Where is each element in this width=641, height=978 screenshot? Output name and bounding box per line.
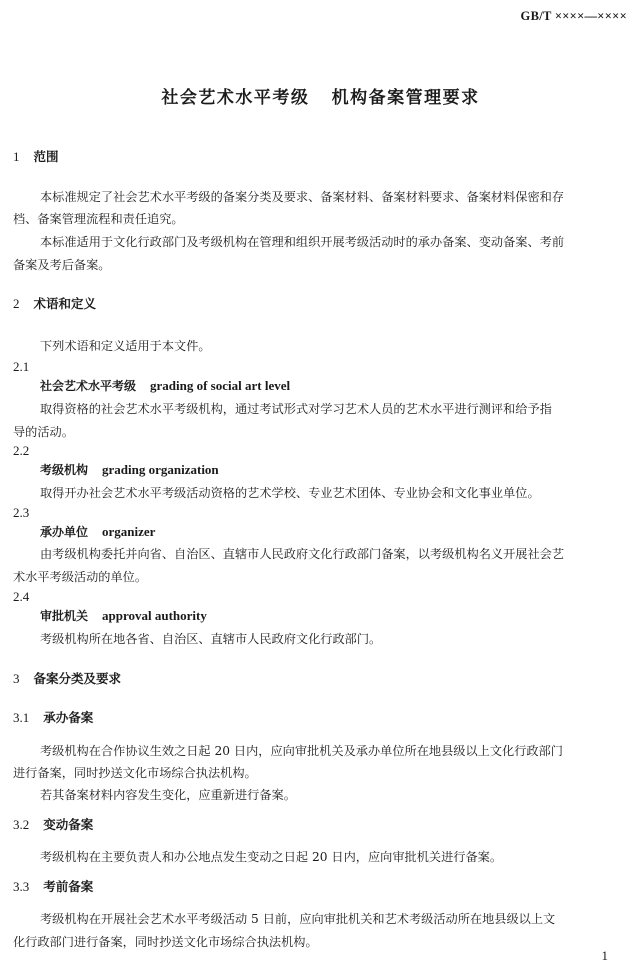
term-number: 2.1 [13, 359, 30, 374]
subsection-number: 3.3 [13, 879, 30, 894]
section-number: 1 [13, 149, 20, 164]
subsection-title: 承办备案 [43, 710, 94, 725]
subsection-heading [13, 813, 93, 837]
subsection-number: 3.2 [13, 817, 30, 832]
term-definition-line: 由考级机构委托并向省、自治区、直辖市人民政府文化行政部门备案，以考级机构名义开展社会艺 [40, 547, 565, 561]
paragraph-line: 下列术语和定义适用于本文件。 [40, 339, 211, 353]
subsection-number: 3.1 [13, 710, 30, 725]
term-zh: 审批机关 [40, 609, 89, 623]
subsection-heading [13, 875, 93, 899]
term-en: approval authority [102, 608, 207, 623]
term-definition-line: 术水平考级活动的单位。 [13, 570, 148, 584]
term-number: 2.2 [13, 443, 30, 458]
section-number: 3 [13, 671, 20, 686]
page-number: 1 [601, 948, 608, 963]
paragraph-line: 本标准适用于文化行政部门及考级机构在管理和组织开展考级活动时的承办备案、变动备案、考前 [40, 235, 565, 249]
paragraph-line: 档、备案管理流程和责任追究。 [13, 212, 184, 226]
paragraph-line: 本标准规定了社会艺术水平考级的备案分类及要求、备案材料、备案材料要求、备案材料保密和存 [40, 190, 565, 204]
term-definition-line: 取得资格的社会艺术水平考级机构，通过考试形式对学习艺术人员的艺术水平进行测评和给予指 [40, 402, 552, 416]
term-title [40, 520, 155, 544]
term-zh: 承办单位 [40, 525, 89, 539]
section-title: 备案分类及要求 [33, 671, 122, 686]
paragraph-line: 考级机构在开展社会艺术水平考级活动 5 日前，应向审批机关和艺术考级活动所在地县级以上文 [40, 912, 556, 926]
paragraph-line: 备案及考后备案。 [13, 258, 111, 272]
section-1-heading [13, 145, 59, 169]
term-en: grading of social art level [150, 378, 291, 393]
subsection-heading [13, 706, 93, 730]
term-definition-line: 导的活动。 [13, 425, 74, 439]
standard-code: GB/T ××××—×××× [520, 9, 627, 23]
section-3-heading [13, 667, 121, 691]
term-en: grading organization [102, 462, 219, 477]
term-definition-line: 取得开办社会艺术水平考级活动资格的艺术学校、专业艺术团体、专业协会和文化事业单位。 [40, 486, 540, 500]
document-title: 社会艺术水平考级 机构备案管理要求 [161, 88, 480, 108]
section-title: 术语和定义 [33, 296, 97, 311]
subsection-title: 考前备案 [43, 879, 94, 894]
term-title [40, 458, 219, 482]
paragraph-line: 进行备案，同时抄送文化市场综合执法机构。 [13, 766, 257, 780]
paragraph-line: 考级机构在主要负责人和办公地点发生变动之日起 20 日内，应向审批机关进行备案。 [40, 850, 503, 864]
paragraph-line: 化行政部门进行备案，同时抄送文化市场综合执法机构。 [13, 935, 318, 949]
term-zh: 考级机构 [40, 463, 89, 477]
section-title: 范围 [33, 149, 59, 164]
term-title [40, 604, 207, 628]
term-number: 2.4 [13, 589, 30, 604]
term-title [40, 374, 290, 398]
section-2-heading [13, 292, 96, 316]
paragraph-line: 若其备案材料内容发生变化，应重新进行备案。 [40, 788, 296, 802]
paragraph-line: 考级机构在合作协议生效之日起 20 日内，应向审批机关及承办单位所在地县级以上文化行政部门 [40, 744, 563, 758]
term-en: organizer [102, 524, 156, 539]
term-number: 2.3 [13, 505, 30, 520]
term-definition-line: 考级机构所在地各省、自治区、直辖市人民政府文化行政部门。 [40, 632, 382, 646]
subsection-title: 变动备案 [43, 817, 94, 832]
section-number: 2 [13, 296, 20, 311]
term-zh: 社会艺术水平考级 [40, 379, 137, 393]
